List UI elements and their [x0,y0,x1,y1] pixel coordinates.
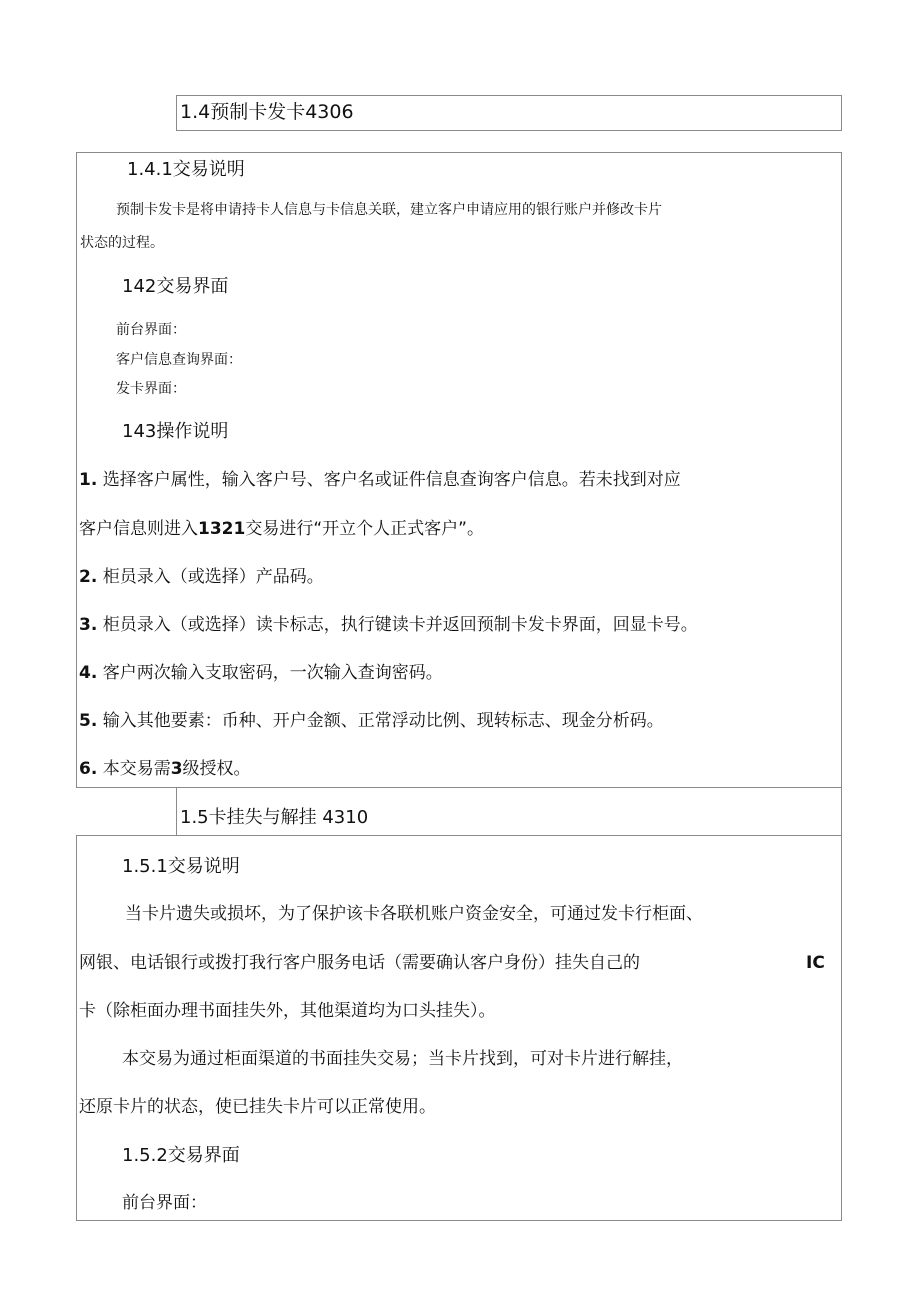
section-1-5-para1-line3: 卡（除柜面办理书面挂失外，其他渠道均为口头挂失）。 [79,1001,496,1021]
step-1-cont-post: 交易进行“开立个人正式客户”。 [245,519,484,539]
section-1-5-2-heading: 1.5.2交易界面 [122,1145,240,1166]
section-1-4-2-heading: 142交易界面 [122,276,229,297]
step-3 [79,617,698,634]
section-1-5-para2-line2: 还原卡片的状态，使已挂失卡片可以正常使用。 [79,1097,436,1117]
step-5-num: 5. [79,711,98,731]
step-5-text: 输入其他要素：币种、开户金额、正常浮动比例、现转标志、现金分析码。 [102,711,664,731]
ui-item-issue-card: 发卡界面： [116,381,186,397]
transaction-code-1321: 1321 [198,519,246,539]
ui-item-front: 前台界面： [116,322,186,338]
section-1-4-1-heading: 1.4.1交易说明 [127,159,245,180]
step-3-text: 柜员录入（或选择）读卡标志，执行键读卡并返回预制卡发卡界面，回显卡号。 [102,615,698,635]
section-1-5-ui-front: 前台界面： [122,1193,207,1213]
step-1-continued [79,521,484,538]
step-4 [79,665,443,682]
section-1-4-title: 1.4预制卡发卡4306 [180,101,354,123]
step-4-text: 客户两次输入支取密码，一次输入查询密码。 [102,663,443,683]
step-1-text: 选择客户属性，输入客户号、客户名或证件信息查询客户信息。若未找到对应 [102,470,681,490]
section-1-5-1-heading: 1.5.1交易说明 [122,856,240,877]
section-1-5-para1-line1: 当卡片遗失或损坏，为了保护该卡各联机账户资金安全，可通过发卡行柜面、 [125,904,703,924]
step-2-text: 柜员录入（或选择）产品码。 [102,567,324,587]
section-1-4-desc-line1: 预制卡发卡是将申请持卡人信息与卡信息关联，建立客户申请应用的银行账户并修改卡片 [116,202,662,218]
section-1-5-para1-line2: 网银、电话银行或拨打我行客户服务电话（需要确认客户身份）挂失自己的 [79,953,640,973]
step-6-num: 6. [79,759,98,779]
section-1-5-title: 1.5卡挂失与解挂 4310 [180,807,369,828]
ui-item-customer-query: 客户信息查询界面： [116,352,242,368]
step-6 [79,761,251,778]
section-1-4-desc-line2: 状态的过程。 [80,235,164,251]
step-2 [79,569,324,586]
step-1-num: 1. [79,470,98,490]
step-2-num: 2. [79,567,98,587]
step-1-cont-pre: 客户信息则进入 [79,519,198,539]
section-1-5-ic-label: IC [806,953,825,973]
step-6-pre: 本交易需 [102,759,171,779]
step-4-num: 4. [79,663,98,683]
section-1-5-para2-line1: 本交易为通过柜面渠道的书面挂失交易；当卡片找到，可对卡片进行解挂， [122,1049,683,1069]
step-6-auth-level: 3 [170,759,183,779]
step-3-num: 3. [79,615,98,635]
step-5 [79,713,664,730]
section-1-4-3-heading: 143操作说明 [122,421,229,442]
step-1 [79,472,681,489]
step-6-post: 级授权。 [182,759,251,779]
